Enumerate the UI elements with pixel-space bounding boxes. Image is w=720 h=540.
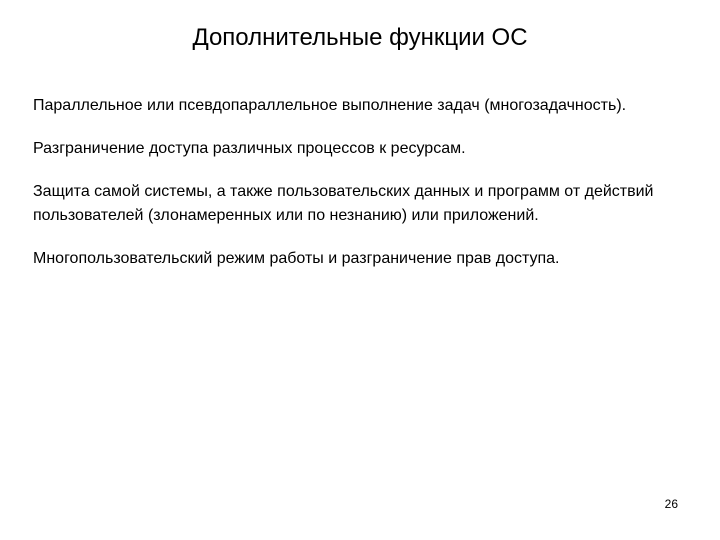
slide-body bbox=[33, 94, 709, 290]
paragraph-system-protection: Защита самой системы, а также пользовательских данных и программ от действий пользователей (злонамеренных или по незнанию) или приложений. bbox=[33, 183, 654, 224]
slide-title: Дополнительные функции ОС bbox=[192, 24, 528, 51]
paragraph-access-separation: Разграничение доступа различных процессов к ресурсам. bbox=[33, 140, 466, 157]
paragraph-multitasking: Параллельное или псевдопараллельное выполнение задач (многозадачность). bbox=[33, 97, 627, 114]
page-number: 26 bbox=[664, 497, 678, 511]
paragraph-multiuser-mode: Многопользовательский режим работы и разграничение прав доступа. bbox=[33, 250, 560, 267]
